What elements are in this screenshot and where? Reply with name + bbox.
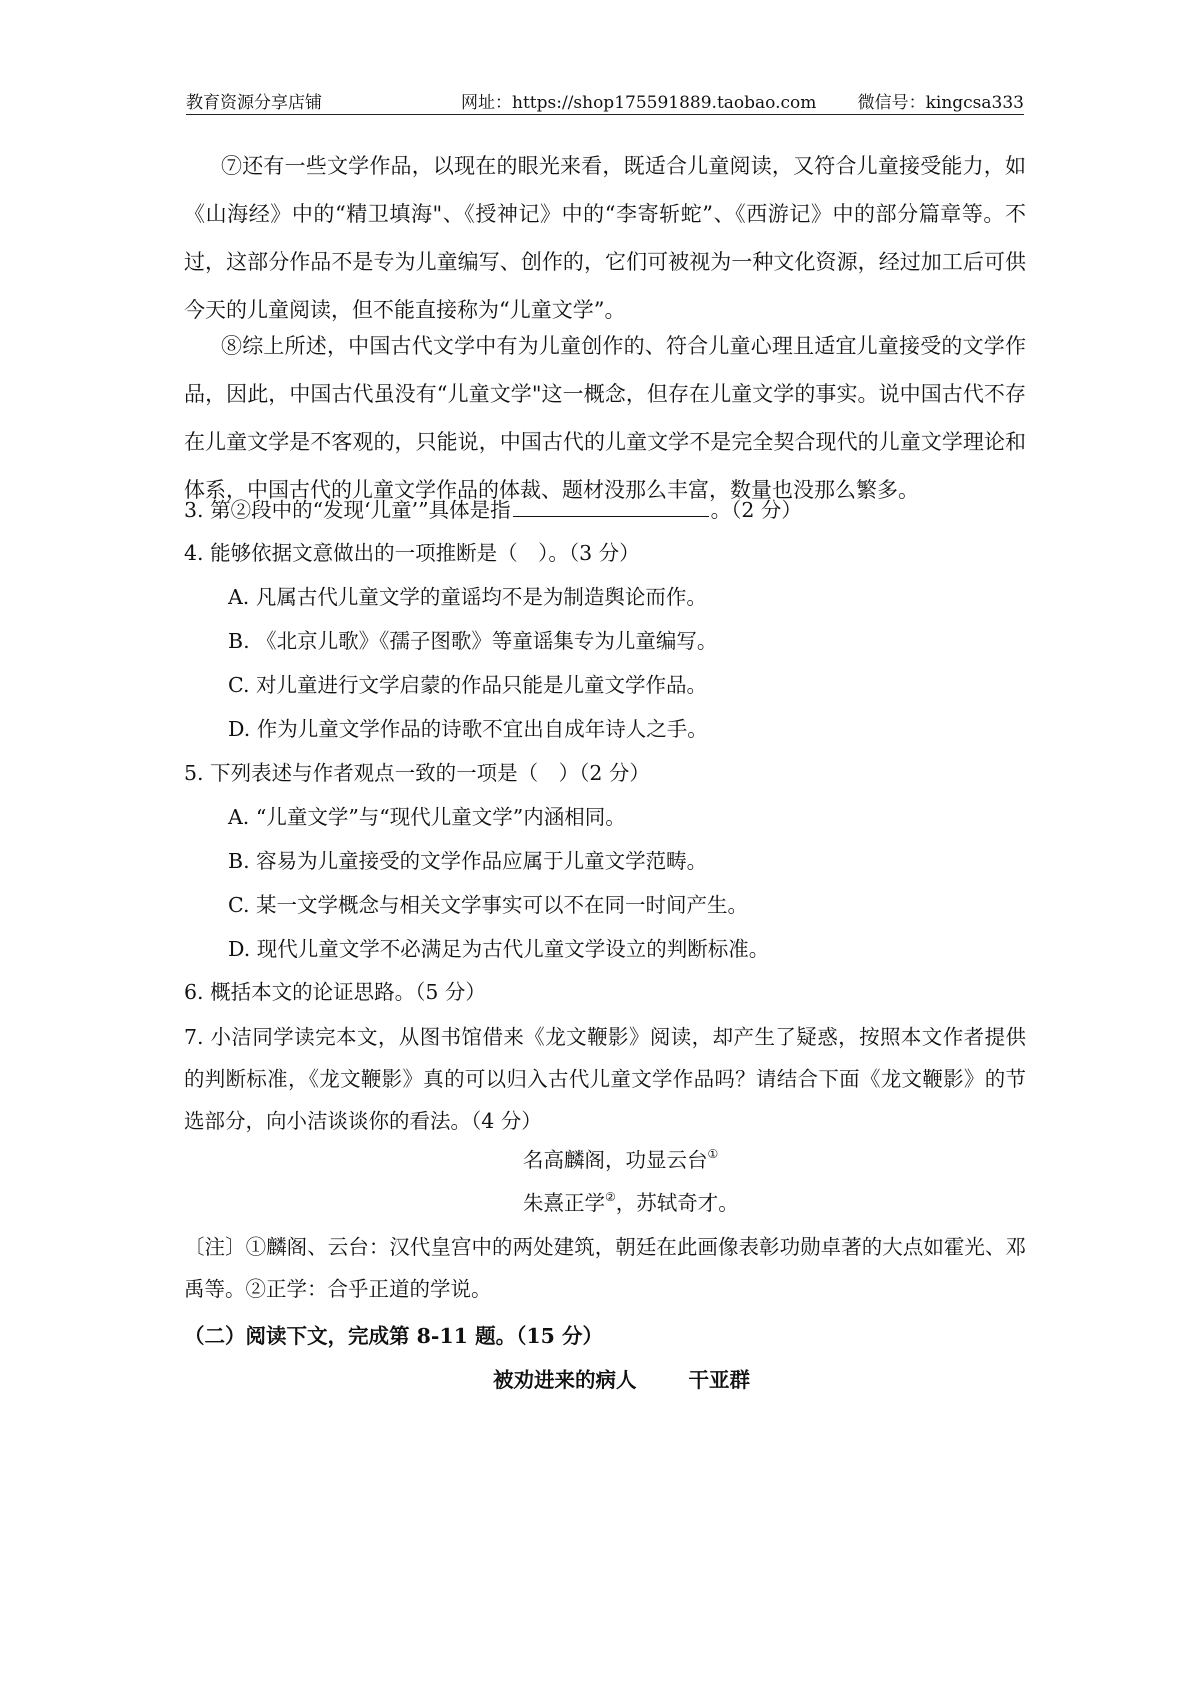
q5-option-b: B. 容易为儿童接受的文学作品应属于儿童文学范畴。 bbox=[228, 849, 708, 873]
paragraph-7: ⑦还有一些文学作品，以现在的眼光来看，既适合儿童阅读，又符合儿童接受能力，如《山海经》中的“精卫填海"、《授神记》中的“李寄斩蛇”、《西游记》中的部分篇章等。不过，这部分作品不是专为儿童编写、创作的，它们可被视为一种文化资源，经过加工后可供今天的儿童阅读，但不能直接称为“儿童文学”。 bbox=[184, 154, 1026, 322]
question-3-score: 。（2 分） bbox=[710, 498, 802, 522]
q4-option-d: D. 作为儿童文学作品的诗歌不宜出自成年诗人之手。 bbox=[228, 717, 708, 741]
paragraph-8: ⑧综上所述，中国古代文学中有为儿童创作的、符合儿童心理且适宜儿童接受的文学作品，因此，中国古代虽没有“儿童文学"这一概念，但存在儿童文学的事实。说中国古代不存在儿童文学是不客观的，只能说，中国古代的儿童文学不是完全契合现代的儿童文学理论和体系，中国古代的儿童文学作品的体裁、题材没那么丰富，数量也没那么繁多。 bbox=[184, 334, 1026, 502]
question-5: 5. 下列表述与作者观点一致的一项是（ ）（2 分） bbox=[184, 761, 650, 785]
footnote-mark-1: ① bbox=[707, 1147, 719, 1161]
question-3-prompt: 3. 第②段中的“发现‘儿童’”具体是指 bbox=[184, 498, 511, 522]
q5-option-d: D. 现代儿童文学不必满足为古代儿童文学设立的判断标准。 bbox=[228, 937, 770, 961]
answer-blank[interactable] bbox=[513, 496, 709, 517]
q4-option-a: A. 凡属古代儿童文学的童谣均不是为制造舆论而作。 bbox=[228, 585, 707, 609]
poem-line-1-text: 名高麟阁，功显云台 bbox=[523, 1148, 708, 1172]
q4-option-c: C. 对儿童进行文学启蒙的作品只能是儿童文学作品。 bbox=[228, 673, 707, 697]
story-title-line bbox=[493, 1365, 750, 1395]
poem-line-2 bbox=[523, 1188, 739, 1218]
shop-name: 教育资源分享店铺 bbox=[186, 93, 322, 113]
q4-option-b: B. 《北京儿歌》《孺子图歌》等童谣集专为儿童编写。 bbox=[228, 629, 718, 653]
question-4: 4. 能够依据文意做出的一项推断是（ ）。（3 分） bbox=[184, 541, 640, 565]
question-7: 7. 小洁同学读完本文，从图书馆借来《龙文鞭影》阅读，却产生了疑惑，按照本文作者提供的判断标准，《龙文鞭影》真的可以归入古代儿童文学作品吗？请结合下面《龙文鞭影》的节选部分，向小洁谈谈你的看法。（4 分） bbox=[184, 1025, 1026, 1133]
q5-option-c: C. 某一文学概念与相关文学事实可以不在同一时间产生。 bbox=[228, 893, 748, 917]
poem-line-1 bbox=[523, 1145, 718, 1175]
poem-line-2-a: 朱熹正学 bbox=[523, 1191, 605, 1215]
story-author: 干亚群 bbox=[688, 1368, 750, 1392]
annotation-note: 〔注〕①麟阁、云台：汉代皇宫中的两处建筑，朝廷在此画像表彰功勋卓著的大点如霍光、邓禹等。②正学：合乎正道的学说。 bbox=[184, 1235, 1026, 1301]
question-3 bbox=[184, 495, 802, 525]
story-title: 被劝进来的病人 bbox=[493, 1368, 637, 1392]
footnote-mark-2: ② bbox=[605, 1190, 616, 1204]
page-header bbox=[186, 86, 1024, 115]
shop-url[interactable]: 网址：https://shop175591889.taobao.com bbox=[461, 93, 817, 113]
poem-line-2-b: ，苏轼奇才。 bbox=[615, 1191, 739, 1215]
question-6: 6. 概括本文的论证思路。（5 分） bbox=[184, 980, 486, 1004]
wechat-id: 微信号：kingcsa333 bbox=[857, 93, 1024, 113]
q5-option-a: A. “儿童文学”与“现代儿童文学”内涵相同。 bbox=[228, 805, 626, 829]
section-2-heading: （二）阅读下文，完成第 8-11 题。（15 分） bbox=[184, 1324, 603, 1348]
